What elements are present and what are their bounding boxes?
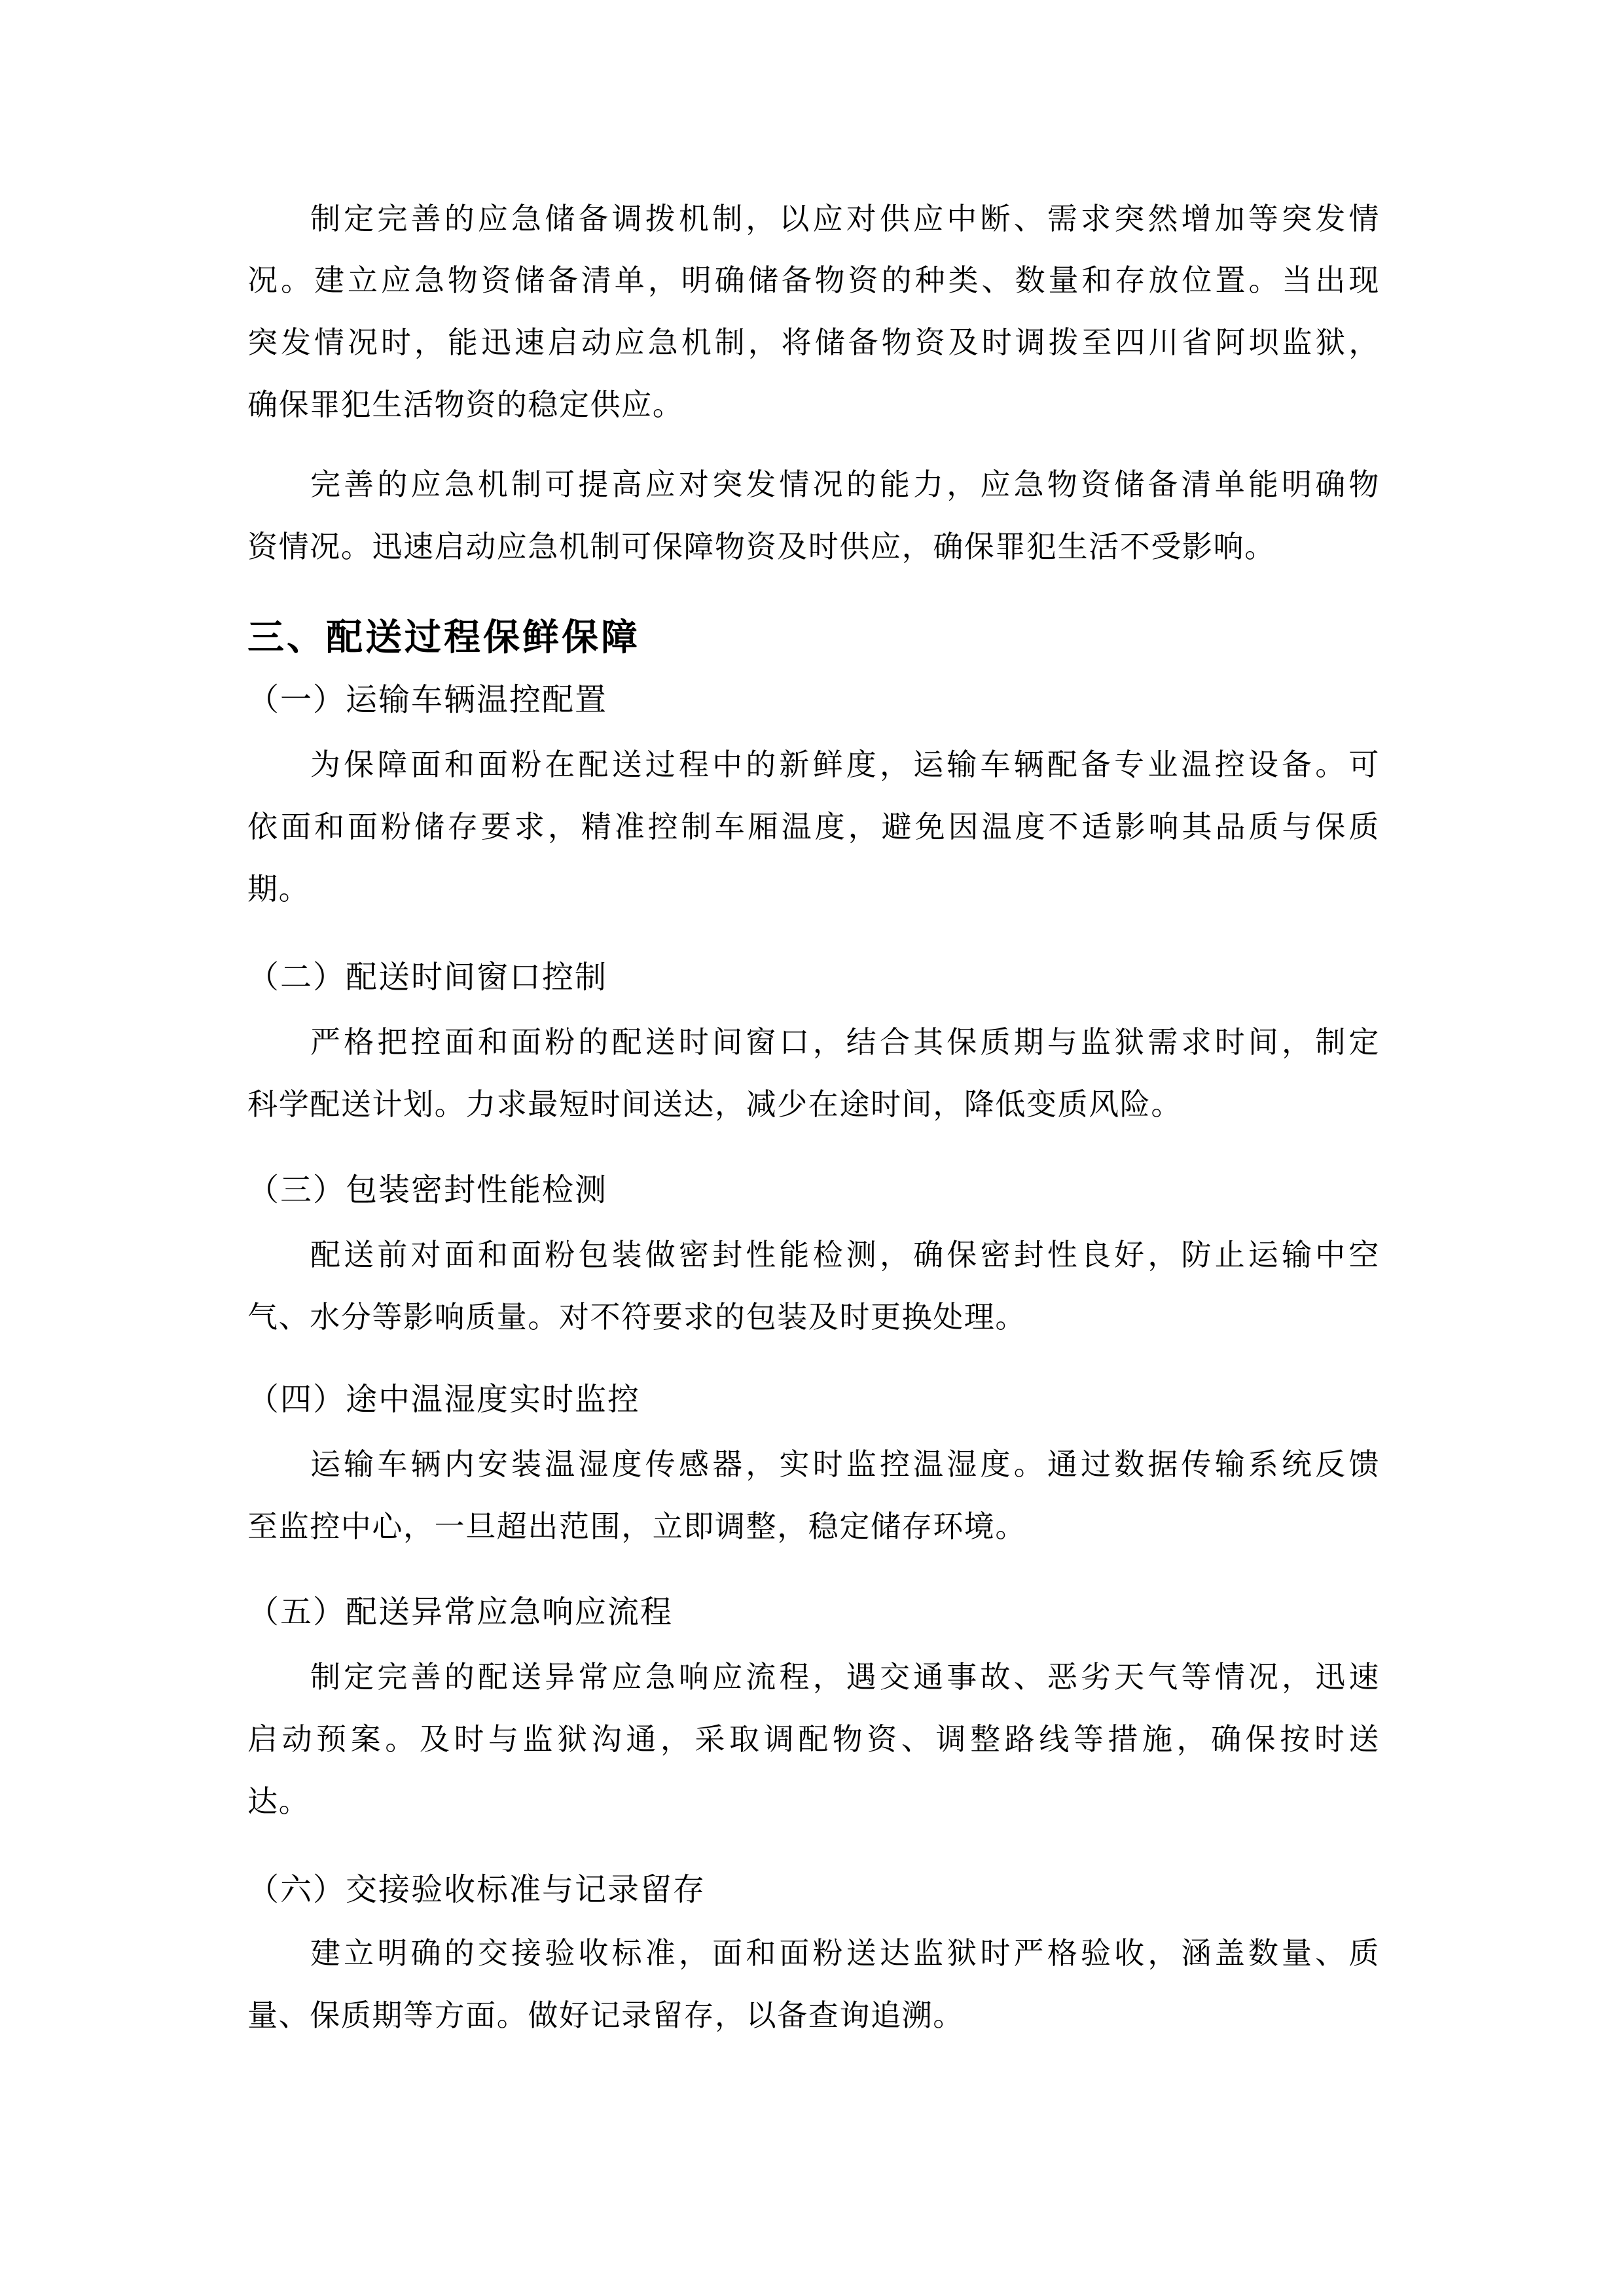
paragraph-line: 建立明确的交接验收标准，面和面粉送达监狱时严格验收，涵盖数量、质 [310, 1935, 1380, 1971]
paragraph-line: 启动预案。及时与监狱沟通，采取调配物资、调整路线等措施，确保按时送 [247, 1721, 1380, 1757]
subsection-heading: （五）配送异常应急响应流程 [247, 1594, 674, 1630]
paragraph-line: 期。 [247, 871, 310, 906]
paragraph-line: 制定完善的配送异常应急响应流程，遇交通事故、恶劣天气等情况，迅速 [310, 1659, 1380, 1695]
paragraph-line: 运输车辆内安装温湿度传感器，实时监控温湿度。通过数据传输系统反馈 [310, 1446, 1380, 1482]
paragraph-line: 资情况。迅速启动应急机制可保障物资及时供应，确保罪犯生活不受影响。 [247, 529, 1276, 564]
paragraph-line: 依面和面粉储存要求，精准控制车厢温度，避免因温度不适影响其品质与保质 [247, 809, 1380, 844]
paragraph-line: 为保障面和面粉在配送过程中的新鲜度，运输车辆配备专业温控设备。可 [310, 747, 1380, 782]
subsection-heading: （三）包装密封性能检测 [247, 1172, 608, 1208]
paragraph-line: 至监控中心，一旦超出范围，立即调整，稳定储存环境。 [247, 1509, 1026, 1544]
section-heading: 三、配送过程保鲜保障 [247, 616, 640, 659]
paragraph-line: 量、保质期等方面。做好记录留存，以备查询追溯。 [247, 1998, 964, 2033]
subsection-heading: （一）运输车辆温控配置 [247, 681, 608, 718]
subsection-heading: （二）配送时间窗口控制 [247, 959, 608, 996]
subsection-heading: （四）途中温湿度实时监控 [247, 1381, 641, 1418]
paragraph-line: 确保罪犯生活物资的稳定供应。 [247, 387, 684, 422]
paragraph-line: 达。 [247, 1784, 310, 1819]
paragraph-line: 科学配送计划。力求最短时间送达，减少在途时间，降低变质风险。 [247, 1086, 1182, 1122]
paragraph-line: 气、水分等影响质量。对不符要求的包装及时更换处理。 [247, 1299, 1026, 1335]
paragraph-line: 严格把控面和面粉的配送时间窗口，结合其保质期与监狱需求时间，制定 [310, 1024, 1380, 1060]
paragraph-line: 制定完善的应急储备调拨机制，以应对供应中断、需求突然增加等突发情 [310, 201, 1380, 236]
paragraph-line: 突发情况时，能迅速启动应急机制，将储备物资及时调拨至四川省阿坝监狱， [247, 325, 1380, 360]
paragraph-line: 完善的应急机制可提高应对突发情况的能力，应急物资储备清单能明确物 [310, 467, 1380, 502]
paragraph-line: 配送前对面和面粉包装做密封性能检测，确保密封性良好，防止运输中空 [310, 1237, 1380, 1272]
subsection-heading: （六）交接验收标准与记录留存 [247, 1871, 706, 1908]
paragraph-line: 况。建立应急物资储备清单，明确储备物资的种类、数量和存放位置。当出现 [247, 262, 1380, 298]
